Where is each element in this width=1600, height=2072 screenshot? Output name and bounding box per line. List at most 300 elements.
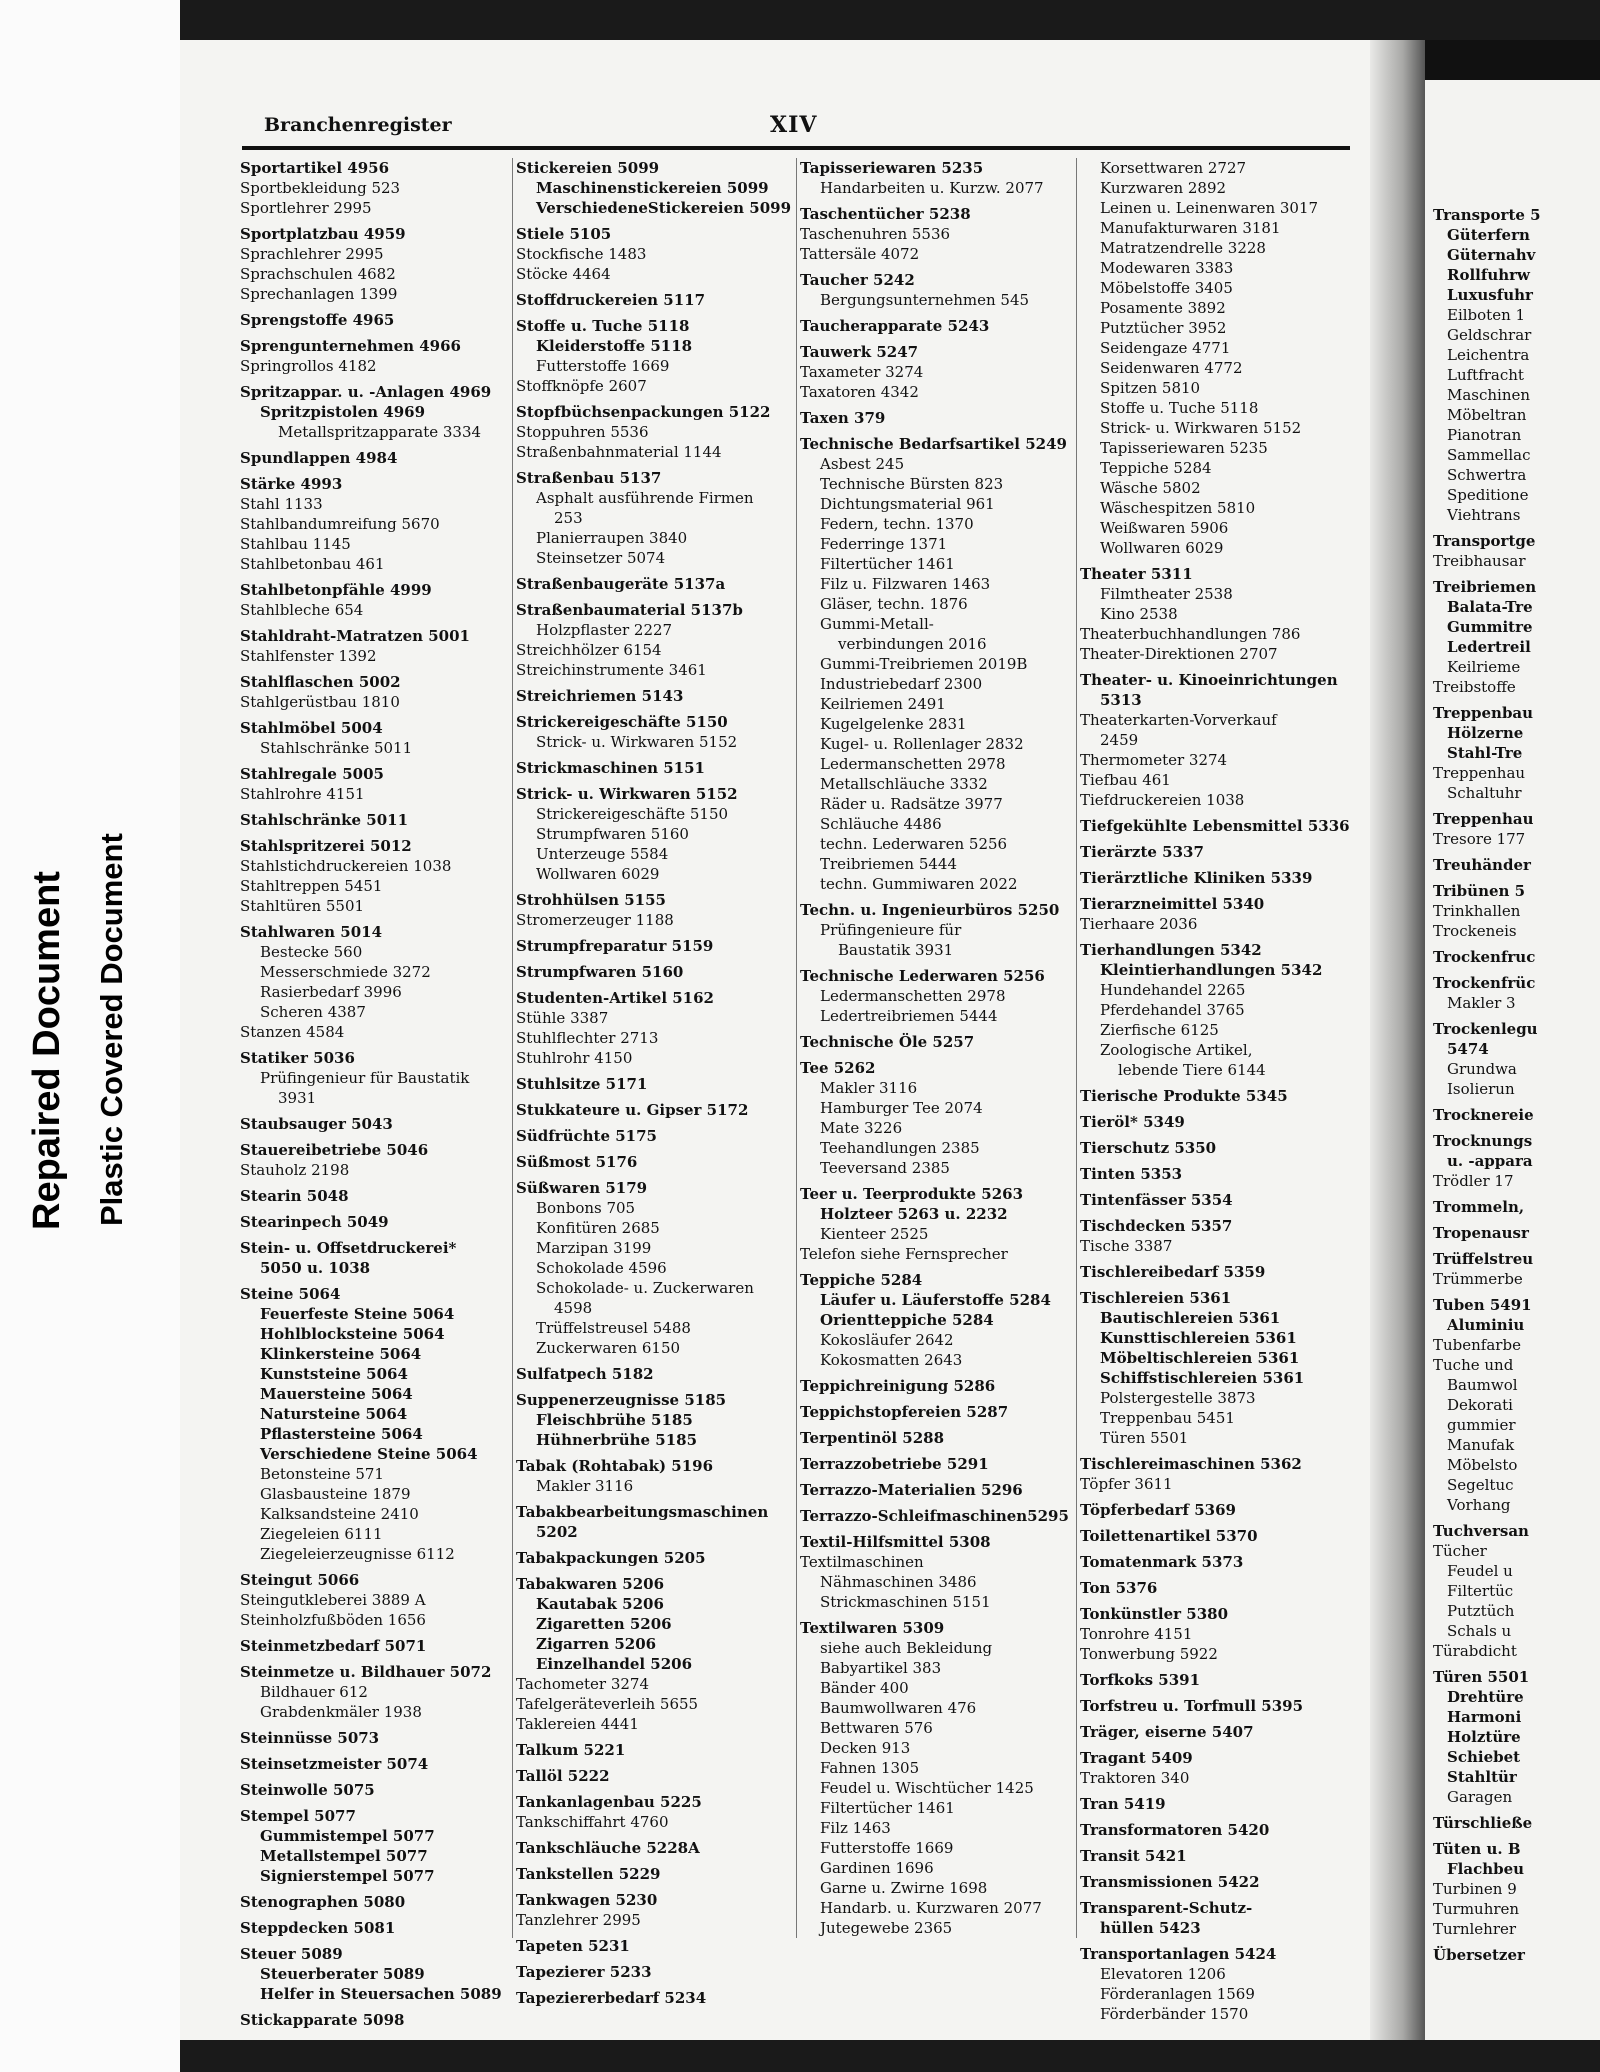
- index-entry: Handarb. u. Kurzwaren 2077: [820, 1899, 1042, 1917]
- index-entry: Sprachlehrer 2995: [240, 245, 384, 263]
- index-entry: Güternahv: [1447, 246, 1536, 264]
- index-entry: Balata-Tre: [1447, 598, 1533, 616]
- index-entry: Baustatik 3931: [838, 941, 954, 959]
- index-entry: Speditione: [1447, 486, 1529, 504]
- index-entry: Tierische Produkte 5345: [1080, 1087, 1288, 1105]
- index-entry: Möbelstoffe 3405: [1100, 279, 1233, 297]
- index-entry: Spitzen 5810: [1100, 379, 1201, 397]
- index-entry: Möbelsto: [1447, 1456, 1518, 1474]
- index-entry: Theaterbuchhandlungen 786: [1080, 625, 1301, 643]
- index-entry: Verschiedene Steine 5064: [260, 1445, 478, 1463]
- index-entry: Transportge: [1433, 532, 1536, 550]
- index-entry: Transporte 5: [1433, 206, 1541, 224]
- index-entry: Stenographen 5080: [240, 1893, 406, 1911]
- index-entry: Streichhölzer 6154: [516, 641, 662, 659]
- index-entry: Scheren 4387: [260, 1003, 366, 1021]
- index-entry: Feuerfeste Steine 5064: [260, 1305, 455, 1323]
- facing-page-column: [1433, 205, 1600, 1965]
- index-entry: Kleintierhandlungen 5342: [1100, 961, 1323, 979]
- index-entry: Makler 3116: [536, 1477, 634, 1495]
- index-entry: Federringe 1371: [820, 535, 948, 553]
- index-entry: Stromerzeuger 1188: [516, 911, 674, 929]
- index-entry: verbindungen 2016: [838, 635, 987, 653]
- index-entry: Tubenfarbe: [1433, 1336, 1521, 1354]
- index-entry: Transparent-Schutz-: [1080, 1899, 1253, 1917]
- index-entry: Nähmaschinen 3486: [820, 1573, 977, 1591]
- index-entry: Schiebet: [1447, 1748, 1521, 1766]
- index-entry: Hohlblocksteine 5064: [260, 1325, 445, 1343]
- column-divider: [1076, 158, 1077, 1938]
- index-entry: Teehandlungen 2385: [820, 1139, 980, 1157]
- index-entry: Theater- u. Kinoeinrichtungen: [1080, 671, 1338, 689]
- index-entry: Taklereien 4441: [516, 1715, 639, 1733]
- index-entry: Strickmaschinen 5151: [516, 759, 705, 777]
- index-entry: Spritzpistolen 4969: [260, 403, 426, 421]
- index-entry: Tropenausr: [1433, 1224, 1529, 1242]
- index-entry: Kienteer 2525: [820, 1225, 929, 1243]
- running-head: Branchenregister: [264, 114, 452, 136]
- index-entry: Tischlereien 5361: [1080, 1289, 1232, 1307]
- index-entry: Sportplatzbau 4959: [240, 225, 406, 243]
- index-entry: Terrazzobetriebe 5291: [800, 1455, 989, 1473]
- index-entry: Südfrüchte 5175: [516, 1127, 657, 1145]
- index-entry: u. -appara: [1447, 1152, 1533, 1170]
- index-entry: Holzpflaster 2227: [536, 621, 673, 639]
- index-entry: Tiefbau 461: [1080, 771, 1171, 789]
- index-entry: Fleischbrühe 5185: [536, 1411, 693, 1429]
- index-entry: Seidenwaren 4772: [1100, 359, 1243, 377]
- index-entry: Dekorati: [1447, 1396, 1513, 1414]
- index-entry: Makler 3: [1447, 994, 1516, 1012]
- index-entry: Technische Bürsten 823: [820, 475, 1004, 493]
- index-entry: Taucher 5242: [800, 271, 915, 289]
- index-entry: Feudel u. Wischtücher 1425: [820, 1779, 1034, 1797]
- index-entry: Stahlregale 5005: [240, 765, 384, 783]
- index-entry: Steinsetzer 5074: [536, 549, 666, 567]
- index-entry: Keilrieme: [1447, 658, 1521, 676]
- index-entry: Stahltreppen 5451: [240, 877, 383, 895]
- index-entry: Trümmerbe: [1433, 1270, 1523, 1288]
- index-entry: Drehtüre: [1447, 1688, 1524, 1706]
- index-entry: Korsettwaren 2727: [1100, 159, 1247, 177]
- index-entry: Türen 5501: [1100, 1429, 1189, 1447]
- index-entry: Treppenbau 5451: [1100, 1409, 1235, 1427]
- index-entry: Teppichstopfereien 5287: [800, 1403, 1009, 1421]
- index-entry: Sportlehrer 2995: [240, 199, 372, 217]
- index-entry: Filtertücher 1461: [820, 1799, 955, 1817]
- index-entry: Teppiche 5284: [800, 1271, 923, 1289]
- index-entry: Bautischlereien 5361: [1100, 1309, 1281, 1327]
- index-entry: Tintenfässer 5354: [1080, 1191, 1233, 1209]
- index-entry: techn. Lederwaren 5256: [820, 835, 1008, 853]
- index-entry: Tabakpackungen 5205: [516, 1549, 706, 1567]
- index-column-1: [240, 158, 510, 2030]
- index-entry: Transportanlagen 5424: [1080, 1945, 1277, 1963]
- index-entry: Studenten-Artikel 5162: [516, 989, 714, 1007]
- index-entry: Keilriemen 2491: [820, 695, 946, 713]
- index-entry: Sprachschulen 4682: [240, 265, 396, 283]
- index-entry: Textil-Hilfsmittel 5308: [800, 1533, 991, 1551]
- index-entry: 5202: [536, 1523, 578, 1541]
- index-entry: Pferdehandel 3765: [1100, 1001, 1245, 1019]
- index-entry: Tiefgekühlte Lebensmittel 5336: [1080, 817, 1350, 835]
- index-entry: Feudel u: [1447, 1562, 1513, 1580]
- index-entry: Strick- u. Wirkwaren 5152: [516, 785, 738, 803]
- index-entry: Taschentücher 5238: [800, 205, 971, 223]
- index-entry: Teeversand 2385: [820, 1159, 950, 1177]
- index-entry: Garagen: [1447, 1788, 1513, 1806]
- index-entry: Tanzlehrer 2995: [516, 1911, 641, 1929]
- index-entry: Zuckerwaren 6150: [536, 1339, 681, 1357]
- index-entry: 5474: [1447, 1040, 1489, 1058]
- index-entry: Stearinpech 5049: [240, 1213, 389, 1231]
- index-entry: Steinwolle 5075: [240, 1781, 375, 1799]
- index-entry: Klinkersteine 5064: [260, 1345, 422, 1363]
- index-entry: Tankschiffahrt 4760: [516, 1813, 669, 1831]
- index-entry: Kokosmatten 2643: [820, 1351, 963, 1369]
- index-entry: Tücher: [1433, 1542, 1487, 1560]
- index-entry: 2459: [1100, 731, 1139, 749]
- index-entry: 253: [554, 509, 583, 527]
- index-entry: Steppdecken 5081: [240, 1919, 396, 1937]
- index-entry: Bergungsunternehmen 545: [820, 291, 1030, 309]
- index-entry: Unterzeuge 5584: [536, 845, 669, 863]
- index-entry: Stickapparate 5098: [240, 2011, 405, 2029]
- index-entry: Eilboten 1: [1447, 306, 1526, 324]
- index-entry: Tribünen 5: [1433, 882, 1526, 900]
- index-entry: Taxatoren 4342: [800, 383, 919, 401]
- index-entry: Schals u: [1447, 1622, 1512, 1640]
- index-entry: Bettwaren 576: [820, 1719, 933, 1737]
- index-entry: Strumpfwaren 5160: [536, 825, 689, 843]
- index-entry: Stuhlsitze 5171: [516, 1075, 648, 1093]
- index-entry: Handarbeiten u. Kurzw. 2077: [820, 179, 1044, 197]
- index-entry: Stopfbüchsenpackungen 5122: [516, 403, 771, 421]
- index-entry: siehe auch Bekleidung: [820, 1639, 993, 1657]
- index-entry: Stoffdruckereien 5117: [516, 291, 706, 309]
- index-entry: Taucherapparate 5243: [800, 317, 990, 335]
- index-entry: Wollwaren 6029: [536, 865, 660, 883]
- index-entry: Hamburger Tee 2074: [820, 1099, 983, 1117]
- index-entry: Hundehandel 2265: [1100, 981, 1246, 999]
- index-entry: Stoffe u. Tuche 5118: [1100, 399, 1259, 417]
- index-entry: Marzipan 3199: [536, 1239, 652, 1257]
- index-entry: Stoppuhren 5536: [516, 423, 649, 441]
- column-divider: [796, 158, 797, 1938]
- index-entry: Spritzappar. u. -Anlagen 4969: [240, 383, 492, 401]
- index-entry: Tischlereimaschinen 5362: [1080, 1455, 1302, 1473]
- index-entry: Aluminiu: [1447, 1316, 1525, 1334]
- index-entry: Einzelhandel 5206: [536, 1655, 693, 1673]
- index-entry: Stühle 3387: [516, 1009, 609, 1027]
- index-entry: Fahnen 1305: [820, 1759, 920, 1777]
- index-entry: Baumwol: [1447, 1376, 1518, 1394]
- index-entry: Metallspritzapparate 3334: [278, 423, 482, 441]
- index-entry: 5313: [1100, 691, 1142, 709]
- index-entry: Tran 5419: [1080, 1795, 1166, 1813]
- index-entry: Pflastersteine 5064: [260, 1425, 423, 1443]
- index-entry: Kino 2538: [1100, 605, 1178, 623]
- index-entry: Taxameter 3274: [800, 363, 924, 381]
- index-entry: Terrazzo-Materialien 5296: [800, 1481, 1023, 1499]
- side-stamp: [8, 0, 158, 2072]
- index-entry: Strick- u. Wirkwaren 5152: [536, 733, 738, 751]
- index-entry: Trocknungs: [1433, 1132, 1533, 1150]
- page-number: XIV: [770, 112, 818, 138]
- index-entry: Tauwerk 5247: [800, 343, 919, 361]
- index-entry: Trocknereie: [1433, 1106, 1534, 1124]
- index-entry: Planierraupen 3840: [536, 529, 688, 547]
- index-entry: Seidengaze 4771: [1100, 339, 1231, 357]
- index-entry: Grundwa: [1447, 1060, 1517, 1078]
- index-entry: Rollfuhrw: [1447, 266, 1530, 284]
- index-entry: Luxusfuhr: [1447, 286, 1533, 304]
- index-entry: Steinsetzmeister 5074: [240, 1755, 429, 1773]
- index-entry: Förderbänder 1570: [1100, 2005, 1249, 2023]
- facing-page: [1425, 40, 1600, 2040]
- index-entry: Putztücher 3952: [1100, 319, 1227, 337]
- index-entry: Sulfatpech 5182: [516, 1365, 654, 1383]
- index-entry: Räder u. Radsätze 3977: [820, 795, 1003, 813]
- index-entry: Zierfische 6125: [1100, 1021, 1219, 1039]
- index-entry: Töpfer 3611: [1080, 1475, 1173, 1493]
- index-entry: Stahltür: [1447, 1768, 1517, 1786]
- index-entry: Terrazzo-Schleifmaschinen5295: [800, 1507, 1069, 1525]
- index-entry: Kunsttischlereien 5361: [1100, 1329, 1297, 1347]
- index-entry: Putztüch: [1447, 1602, 1515, 1620]
- index-entry: Babyartikel 383: [820, 1659, 942, 1677]
- index-entry: Signierstempel 5077: [260, 1867, 435, 1885]
- index-entry: Strumpfwaren 5160: [516, 963, 684, 981]
- index-entry: Tinten 5353: [1080, 1165, 1183, 1183]
- index-entry: Treppenhau: [1433, 810, 1534, 828]
- index-entry: Ledertreil: [1447, 638, 1531, 656]
- index-entry: Transformatoren 5420: [1080, 1821, 1270, 1839]
- index-entry: Stuhlflechter 2713: [516, 1029, 659, 1047]
- index-entry: 4598: [554, 1299, 593, 1317]
- index-entry: Ziegeleien 6111: [260, 1525, 383, 1543]
- index-entry: Streichinstrumente 3461: [516, 661, 707, 679]
- index-entry: Sprechanlagen 1399: [240, 285, 398, 303]
- index-entry: Torfstreu u. Torfmull 5395: [1080, 1697, 1304, 1715]
- index-entry: Tattersäle 4072: [800, 245, 920, 263]
- index-entry: Kalksandsteine 2410: [260, 1505, 419, 1523]
- index-entry: Trödler 17: [1433, 1172, 1514, 1190]
- index-entry: Mauersteine 5064: [260, 1385, 413, 1403]
- index-entry: Theater-Direktionen 2707: [1080, 645, 1278, 663]
- index-entry: Ledermanschetten 2978: [820, 987, 1006, 1005]
- index-entry: Makler 3116: [820, 1079, 918, 1097]
- index-entry: Tapeten 5231: [516, 1937, 630, 1955]
- index-entry: Filz u. Filzwaren 1463: [820, 575, 991, 593]
- index-entry: Sportbekleidung 523: [240, 179, 401, 197]
- index-entry: Vorhang: [1447, 1496, 1511, 1514]
- index-entry: Stahlschränke 5011: [240, 811, 409, 829]
- column-divider: [512, 158, 513, 1938]
- index-entry: Übersetzer: [1433, 1946, 1525, 1964]
- index-entry: Treibriemen: [1433, 578, 1537, 596]
- index-entry: Möbeltischlereien 5361: [1100, 1349, 1300, 1367]
- page-header: [242, 108, 1350, 146]
- index-entry: Dichtungsmaterial 961: [820, 495, 995, 513]
- index-entry: Stahltüren 5501: [240, 897, 365, 915]
- index-entry: Statiker 5036: [240, 1049, 355, 1067]
- index-entry: Tankstellen 5229: [516, 1865, 661, 1883]
- index-entry: Stahlmöbel 5004: [240, 719, 383, 737]
- index-entry: Mate 3226: [820, 1119, 903, 1137]
- index-entry: Trockeneis: [1433, 922, 1517, 940]
- index-entry: Straßenbahnmaterial 1144: [516, 443, 722, 461]
- index-entry: Tee 5262: [800, 1059, 876, 1077]
- index-entry: Tachometer 3274: [516, 1675, 649, 1693]
- index-entry: Ziegeleierzeugnisse 6112: [260, 1545, 455, 1563]
- index-entry: Steinholzfußböden 1656: [240, 1611, 426, 1629]
- index-entry: Turmuhren: [1433, 1900, 1520, 1918]
- index-entry: Trockenfrüc: [1433, 974, 1536, 992]
- index-entry: Grabdenkmäler 1938: [260, 1703, 422, 1721]
- index-entry: Filtertüc: [1447, 1582, 1514, 1600]
- index-entry: Tierärzte 5337: [1080, 843, 1204, 861]
- index-entry: Technische Öle 5257: [800, 1033, 975, 1051]
- index-entry: Asbest 245: [820, 455, 905, 473]
- index-entry: Schläuche 4486: [820, 815, 942, 833]
- index-entry: Gardinen 1696: [820, 1859, 934, 1877]
- index-entry: Bildhauer 612: [260, 1683, 368, 1701]
- index-entry: Steingut 5066: [240, 1571, 360, 1589]
- index-entry: Stahlflaschen 5002: [240, 673, 401, 691]
- index-entry: Trüffelstreusel 5488: [536, 1319, 691, 1337]
- index-entry: Tabakwaren 5206: [516, 1575, 665, 1593]
- index-entry: Zigaretten 5206: [536, 1615, 672, 1633]
- index-entry: Strumpfreparatur 5159: [516, 937, 714, 955]
- index-entry: Technische Lederwaren 5256: [800, 967, 1045, 985]
- index-entry: Wäsche 5802: [1100, 479, 1201, 497]
- index-entry: Teer u. Teerprodukte 5263: [800, 1185, 1024, 1203]
- index-entry: Talkum 5221: [516, 1741, 626, 1759]
- index-entry: Ledertreibriemen 5444: [820, 1007, 998, 1025]
- index-entry: Stahl 1133: [240, 495, 323, 513]
- index-entry: Sprengstoffe 4965: [240, 311, 395, 329]
- index-entry: Teppiche 5284: [1100, 459, 1212, 477]
- index-entry: Helfer in Steuersachen 5089: [260, 1985, 502, 2003]
- index-entry: Gummitre: [1447, 618, 1533, 636]
- index-entry: Treibstoffe: [1433, 678, 1516, 696]
- index-entry: Maschinen: [1447, 386, 1531, 404]
- index-entry: Ledermanschetten 2978: [820, 755, 1006, 773]
- index-entry: Tapisseriewaren 5235: [800, 159, 984, 177]
- index-entry: Maschinenstickereien 5099: [536, 179, 769, 197]
- index-entry: Strick- u. Wirkwaren 5152: [1100, 419, 1302, 437]
- index-entry: Trockenlegu: [1433, 1020, 1538, 1038]
- index-entry: VerschiedeneStickereien 5099: [536, 199, 792, 217]
- index-entry: hüllen 5423: [1100, 1919, 1201, 1937]
- index-entry: Traktoren 340: [1080, 1769, 1190, 1787]
- facing-page-shadow: [1425, 40, 1600, 80]
- index-entry: Harmoni: [1447, 1708, 1522, 1726]
- index-entry: Tieröl* 5349: [1080, 1113, 1185, 1131]
- index-entry: Stöcke 4464: [516, 265, 611, 283]
- index-entry: Türen 5501: [1433, 1668, 1530, 1686]
- index-entry: Schokolade- u. Zuckerwaren: [536, 1279, 754, 1297]
- index-entry: Sprengunternehmen 4966: [240, 337, 461, 355]
- index-entry: Strickmaschinen 5151: [820, 1593, 991, 1611]
- index-entry: Wäschespitzen 5810: [1100, 499, 1256, 517]
- index-entry: Gummi-Treibriemen 2019B: [820, 655, 1028, 673]
- index-entry: Stoffknöpfe 2607: [516, 377, 647, 395]
- index-entry: Stickereien 5099: [516, 159, 660, 177]
- index-entry: Stiele 5105: [516, 225, 612, 243]
- index-entry: Tallöl 5222: [516, 1767, 610, 1785]
- index-entry: Orientteppiche 5284: [820, 1311, 994, 1329]
- index-entry: Stahlgerüstbau 1810: [240, 693, 400, 711]
- index-entry: Federn, techn. 1370: [820, 515, 974, 533]
- index-entry: Straßenbaugeräte 5137a: [516, 575, 726, 593]
- index-entry: Stahlbetonpfähle 4999: [240, 581, 432, 599]
- index-entry: Bänder 400: [820, 1679, 909, 1697]
- index-entry: Schwertra: [1447, 466, 1527, 484]
- index-entry: Jutegewebe 2365: [820, 1919, 953, 1937]
- index-entry: Transmissionen 5422: [1080, 1873, 1260, 1891]
- index-entry: Süßmost 5176: [516, 1153, 638, 1171]
- index-entry: Hölzerne: [1447, 724, 1524, 742]
- index-entry: Schiffstischlereien 5361: [1100, 1369, 1305, 1387]
- index-entry: Teppichreinigung 5286: [800, 1377, 996, 1395]
- index-entry: Güterfern: [1447, 226, 1530, 244]
- index-entry: Viehtrans: [1447, 506, 1521, 524]
- index-entry: Steinmetzbedarf 5071: [240, 1637, 427, 1655]
- index-entry: Konfitüren 2685: [536, 1219, 660, 1237]
- index-entry: Zigarren 5206: [536, 1635, 657, 1653]
- index-entry: Taxen 379: [800, 409, 886, 427]
- index-entry: Tragant 5409: [1080, 1749, 1193, 1767]
- index-entry: Matratzendrelle 3228: [1100, 239, 1266, 257]
- index-entry: Turnlehrer: [1433, 1920, 1517, 1938]
- index-entry: Staubsauger 5043: [240, 1115, 393, 1133]
- index-entry: Holztüre: [1447, 1728, 1521, 1746]
- index-entry: Theaterkarten-Vorverkauf: [1080, 711, 1277, 729]
- index-entry: Stahlwaren 5014: [240, 923, 383, 941]
- index-entry: Natursteine 5064: [260, 1405, 408, 1423]
- index-entry: Kunststeine 5064: [260, 1365, 408, 1383]
- index-entry: Stanzen 4584: [240, 1023, 345, 1041]
- index-entry: Stärke 4993: [240, 475, 343, 493]
- index-entry: Stauereibetriebe 5046: [240, 1141, 429, 1159]
- index-entry: Schokolade 4596: [536, 1259, 667, 1277]
- index-entry: Träger, eiserne 5407: [1080, 1723, 1254, 1741]
- index-entry: Schaltuhr: [1447, 784, 1522, 802]
- index-entry: Elevatoren 1206: [1100, 1965, 1226, 1983]
- index-entry: Tresore 177: [1433, 830, 1526, 848]
- index-entry: Steuer 5089: [240, 1945, 343, 1963]
- index-entry: Stockfische 1483: [516, 245, 647, 263]
- index-entry: Manufak: [1447, 1436, 1515, 1454]
- index-entry: Stahl-Tre: [1447, 744, 1523, 762]
- index-entry: Stoffe u. Tuche 5118: [516, 317, 690, 335]
- index-entry: Hühnerbrühe 5185: [536, 1431, 698, 1449]
- index-entry: Metallschläuche 3332: [820, 775, 988, 793]
- index-entry: Garne u. Zwirne 1698: [820, 1879, 988, 1897]
- index-column-3: [800, 158, 1070, 1938]
- index-entry: Techn. u. Ingenieurbüros 5250: [800, 901, 1060, 919]
- index-entry: Baumwollwaren 476: [820, 1699, 977, 1717]
- index-entry: Stauholz 2198: [240, 1161, 350, 1179]
- index-entry: lebende Tiere 6144: [1118, 1061, 1266, 1079]
- index-entry: Weißwaren 5906: [1100, 519, 1229, 537]
- index-entry: Stahldraht-Matratzen 5001: [240, 627, 470, 645]
- index-entry: Steine 5064: [240, 1285, 341, 1303]
- index-entry: Kugelgelenke 2831: [820, 715, 967, 733]
- index-entry: Telefon siehe Fernsprecher: [800, 1245, 1008, 1263]
